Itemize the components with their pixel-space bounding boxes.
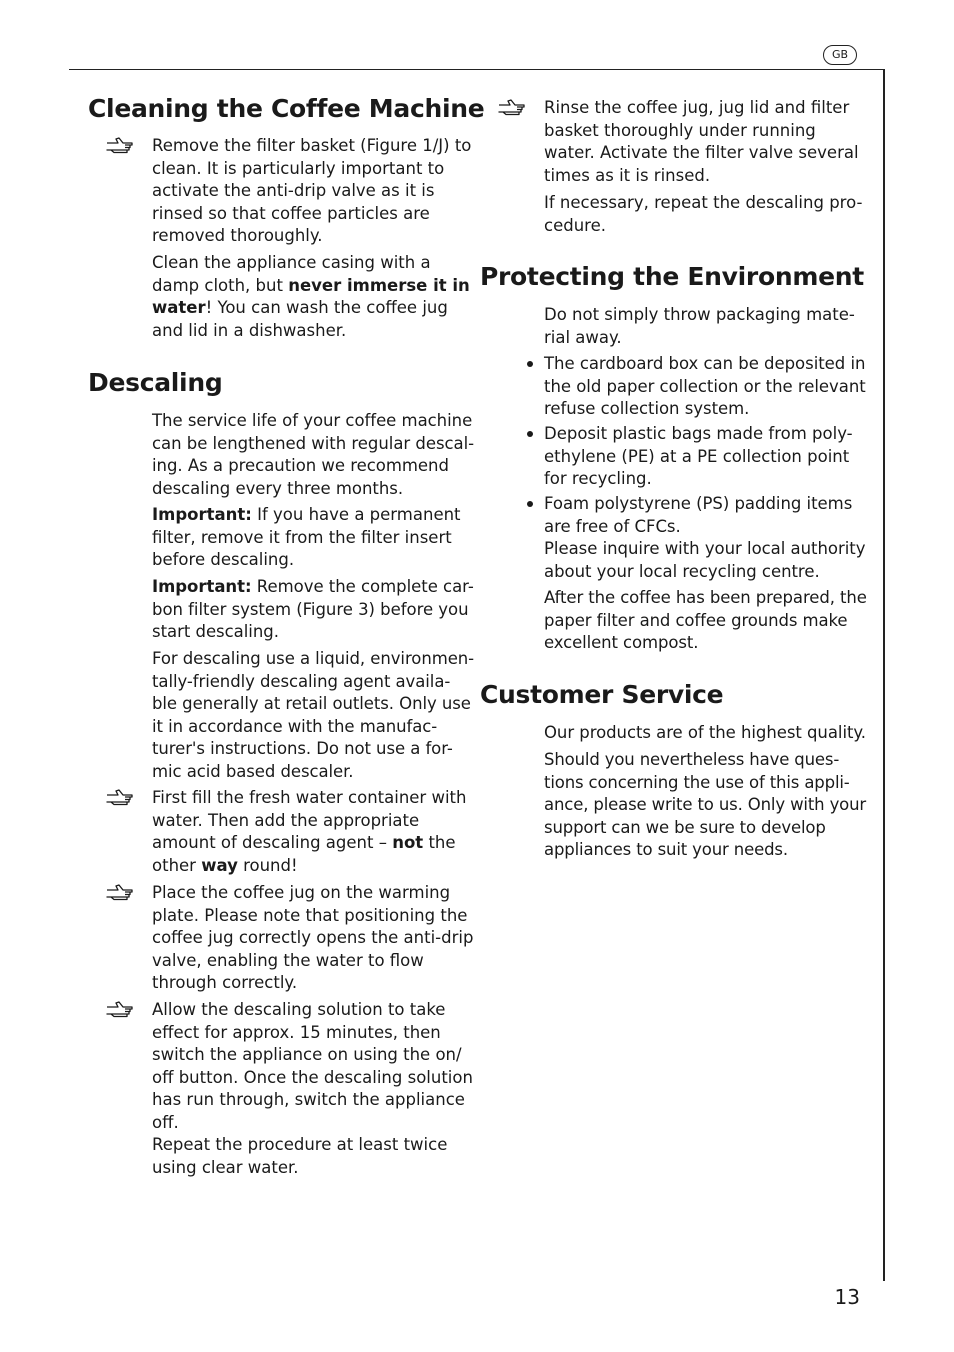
text-line: Foam polystyrene (PS) padding items [544, 494, 853, 513]
bold-warning: water [152, 298, 206, 317]
descaling-intro [152, 410, 474, 500]
right-rule [883, 69, 885, 1281]
text-line: start descaling. [152, 622, 279, 641]
descaling-step-rinse [544, 97, 859, 187]
pointing-hand-icon [106, 789, 134, 807]
text-line [152, 832, 466, 855]
text-line: Repeat the procedure at least twice [152, 1135, 448, 1154]
descaling-step-fill [152, 787, 466, 877]
text-line: ethylene (PE) at a PE collection point [544, 446, 850, 466]
text-run: ! You can wash the coffee jug [205, 298, 448, 317]
text-run: the [423, 833, 456, 852]
heading-cleaning: Cleaning the Coffee Machine [88, 94, 485, 123]
descaling-important-filter [152, 504, 461, 572]
text-line: appliances to suit your needs. [544, 840, 788, 859]
text-line: The cardboard box can be deposited in [544, 354, 866, 373]
text-line: plate. Please note that positioning the [152, 905, 468, 925]
text-line: paper filter and coffee grounds make [544, 610, 848, 630]
heading-descaling: Descaling [88, 368, 223, 397]
environment-bullet-cardboard [544, 353, 866, 421]
text-line [152, 275, 470, 298]
text-line [152, 576, 474, 599]
important-label: Important: [152, 577, 252, 596]
bullet-dot [527, 501, 533, 507]
text-line: switch the appliance on using the on/ [152, 1045, 462, 1064]
text-line: has run through, switch the appliance [152, 1090, 465, 1109]
environment-compost [544, 587, 867, 655]
text-line: effect for approx. 15 minutes, then [152, 1022, 441, 1042]
text-run: If you have a permanent [251, 505, 461, 524]
text-line: activate the anti-drip valve as it is [152, 181, 435, 200]
cleaning-casing [152, 252, 470, 342]
text-line: Rinse the coffee jug, jug lid and filter [544, 98, 850, 117]
text-line: Deposit plastic bags made from poly- [544, 424, 853, 443]
descaling-step-allow [152, 999, 473, 1179]
text-line: If necessary, repeat the descaling pro- [544, 193, 863, 212]
service-quality [544, 722, 866, 745]
text-line: basket thoroughly under running [544, 120, 816, 140]
environment-bullet-polystyrene [544, 493, 865, 583]
text-line: mic acid based descaler. [152, 761, 354, 781]
text-line [152, 855, 466, 878]
text-line: before descaling. [152, 550, 295, 569]
text-run: amount of descaling agent – [152, 833, 393, 852]
top-rule [69, 69, 885, 70]
pointing-hand-icon [498, 99, 526, 117]
pointing-hand-icon [106, 884, 134, 902]
page-number: 13 [834, 1285, 860, 1309]
text-line [152, 504, 461, 527]
text-line [152, 297, 470, 320]
text-line: bon filter system (Figure 3) before you [152, 599, 469, 619]
bold-emphasis: way [201, 855, 238, 875]
text-line: using clear water. [152, 1157, 299, 1177]
text-line: filter, remove it from the filter insert [152, 527, 452, 547]
text-line: water. Then add the appropriate [152, 810, 420, 830]
text-run: other [152, 855, 202, 875]
text-line: about your local recycling centre. [544, 561, 820, 581]
text-run: Remove the complete car- [251, 577, 474, 596]
descaling-repeat [544, 192, 862, 237]
environment-intro [544, 304, 855, 349]
text-line: off button. Once the descaling solution [152, 1067, 473, 1087]
pointing-hand-icon [106, 1001, 134, 1019]
text-line: times as it is rinsed. [544, 165, 711, 185]
environment-bullet-plastic [544, 423, 853, 491]
text-line: Place the coffee jug on the warming [152, 883, 451, 902]
text-line: After the coffee has been prepared, the [544, 588, 867, 607]
text-line: The service life of your coffee machine [152, 411, 473, 430]
bold-emphasis: not [392, 833, 424, 852]
text-line: refuse collection system. [544, 399, 750, 418]
text-line: Allow the descaling solution to take [152, 1000, 446, 1019]
text-line: cedure. [544, 215, 606, 235]
text-run: round! [237, 855, 298, 875]
text-line: Remove the filter basket (Figure 1/J) to [152, 136, 472, 155]
descaling-agent [152, 648, 474, 783]
text-line: support can we be sure to develop [544, 817, 826, 837]
text-line: Clean the appliance casing with a [152, 253, 431, 272]
text-line: coffee jug correctly opens the anti-drip [152, 928, 474, 947]
bold-warning: never immerse it in [288, 275, 470, 295]
text-line: ance, please write to us. Only with your [544, 795, 867, 814]
text-line: rinsed so that coffee particles are [152, 203, 430, 223]
text-line: Do not simply throw packaging mate- [544, 305, 855, 324]
text-line: can be lengthened with regular descal- [152, 433, 475, 453]
text-line: clean. It is particularly important to [152, 158, 445, 178]
heading-environment: Protecting the Environment [480, 262, 864, 291]
text-line: removed thoroughly. [152, 226, 323, 245]
text-line: Should you nevertheless have ques- [544, 750, 840, 769]
text-line: are free of CFCs. [544, 516, 681, 536]
text-run: damp cloth, but [152, 275, 289, 295]
heading-customer-service: Customer Service [480, 680, 724, 709]
descaling-important-carbon [152, 576, 474, 644]
text-line: for recycling. [544, 469, 652, 488]
text-line: rial away. [544, 327, 622, 347]
country-badge: GB [823, 45, 857, 65]
pointing-hand-icon [106, 137, 134, 155]
text-line: off. [152, 1112, 179, 1132]
important-label: Important: [152, 505, 252, 524]
text-line: First fill the fresh water container with [152, 788, 467, 807]
text-line: Our products are of the highest quality. [544, 723, 866, 742]
text-line: through correctly. [152, 973, 298, 992]
service-contact [544, 749, 866, 862]
descaling-step-place [152, 882, 473, 995]
text-line: tions concerning the use of this appli- [544, 772, 850, 792]
text-line: descaling every three months. [152, 478, 404, 498]
text-line: Please inquire with your local authority [544, 539, 866, 558]
text-line: turer's instructions. Do not use a for- [152, 739, 453, 758]
bullet-dot [527, 361, 533, 367]
text-line: excellent compost. [544, 633, 699, 652]
text-line: For descaling use a liquid, environmen- [152, 649, 475, 668]
text-line: the old paper collection or the relevant [544, 376, 866, 396]
text-line: tally-friendly descaling agent availa- [152, 671, 451, 691]
text-line: it in accordance with the manufac- [152, 716, 438, 736]
text-line: ble generally at retail outlets. Only use [152, 694, 471, 713]
text-line: ing. As a precaution we recommend [152, 456, 449, 475]
text-line: valve, enabling the water to flow [152, 950, 424, 970]
bullet-dot [527, 431, 533, 437]
cleaning-step-filter [152, 135, 471, 248]
text-line: water. Activate the filter valve several [544, 143, 859, 162]
text-line: and lid in a dishwasher. [152, 320, 347, 340]
